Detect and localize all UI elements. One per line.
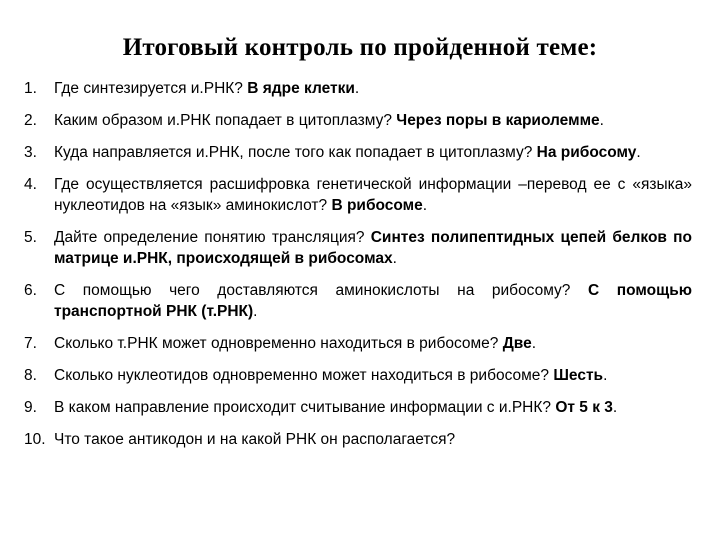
question-text: Где синтезируется и.РНК? — [54, 80, 248, 97]
question-number: 8. — [24, 367, 37, 384]
answer-text: Через поры в кариолемме — [396, 112, 600, 129]
question-item — [24, 174, 692, 216]
question-text: Дайте определение понятию трансляция? — [54, 229, 371, 246]
question-number: 10. — [24, 431, 46, 448]
question-text: В каком направление происходит считывание информации с и.РНК? — [54, 399, 556, 416]
question-number: 4. — [24, 176, 37, 193]
answer-text: Шесть — [553, 367, 604, 384]
question-text: С помощью чего доставляются аминокислоты на рибосому? — [54, 282, 589, 299]
answer-end: . — [612, 399, 618, 416]
question-number: 6. — [24, 282, 37, 299]
answer-text: В рибосоме — [331, 197, 423, 214]
question-text: Что такое антикодон и на какой РНК он располагается? — [54, 431, 456, 448]
answer-end: . — [636, 144, 641, 161]
question-item — [24, 142, 692, 163]
question-number: 9. — [24, 399, 37, 416]
question-text: Каким образом и.РНК попадает в цитоплазму? — [54, 112, 397, 129]
answer-end: . — [603, 367, 608, 384]
answer-text: От 5 к 3 — [555, 399, 613, 416]
answer-end: . — [392, 250, 397, 267]
answer-end: . — [422, 197, 428, 214]
answer-end: . — [531, 335, 537, 352]
question-item — [24, 333, 692, 354]
answer-text: Две — [502, 335, 532, 352]
answer-text: С помощью транспортной РНК (т.РНК) — [54, 282, 692, 320]
question-item — [24, 429, 692, 450]
question-number: 5. — [24, 229, 37, 246]
question-item — [24, 78, 692, 99]
question-item — [24, 110, 692, 131]
answer-text: В ядре клетки — [247, 80, 355, 97]
question-item — [24, 397, 692, 418]
answer-text: На рибосому — [536, 144, 637, 161]
answer-text: Синтез полипептидных цепей белков по матрице и.РНК, происходящей в рибосомах — [54, 229, 692, 267]
question-item — [24, 365, 692, 386]
question-number: 1. — [24, 80, 37, 97]
question-number: 3. — [24, 144, 37, 161]
question-item — [24, 227, 692, 269]
slide-title: Итоговый контроль по пройденной теме: — [122, 34, 598, 61]
question-item — [24, 280, 692, 322]
question-number: 2. — [24, 112, 37, 129]
answer-end: . — [599, 112, 604, 129]
answer-end: . — [354, 80, 360, 97]
question-number: 7. — [24, 335, 37, 352]
question-list — [24, 78, 692, 461]
answer-end: . — [253, 303, 258, 320]
question-text: Куда направляется и.РНК, после того как попадает в цитоплазму? — [54, 144, 537, 161]
question-text: Сколько т.РНК может одновременно находиться в рибосоме? — [54, 335, 503, 352]
question-text: Где осуществляется расшифровка генетической информации –перевод ее с «языка» нуклеотидов на «язык» аминокислот? — [54, 176, 692, 214]
question-text: Сколько нуклеотидов одновременно может находиться в рибосоме? — [54, 367, 554, 384]
